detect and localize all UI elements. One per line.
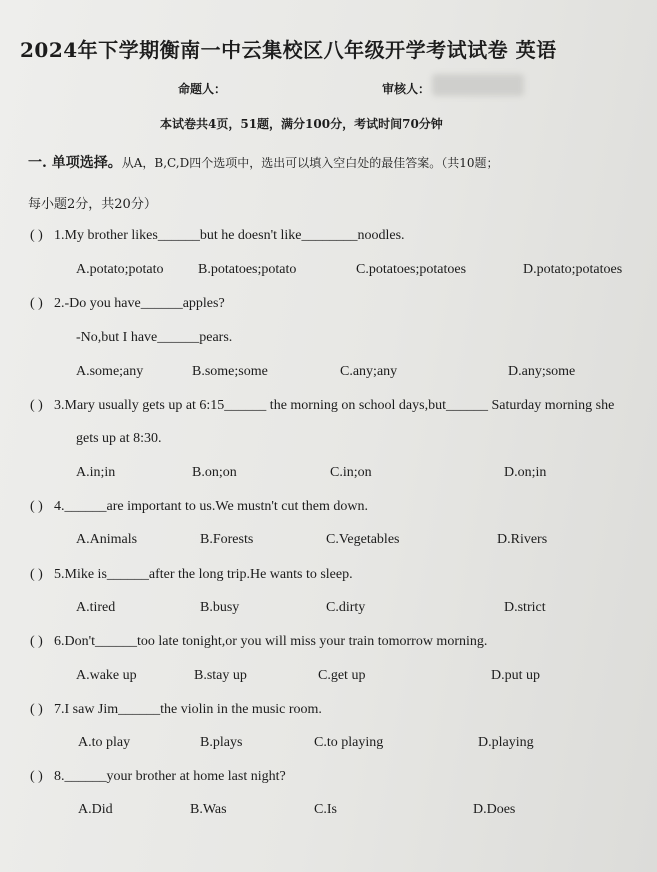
option-c: C.in;on (330, 465, 372, 480)
answer-blank: ( ) (30, 499, 43, 514)
option-d: D.Does (473, 802, 516, 817)
question-text-cont: -No,but I have______pears. (76, 330, 233, 345)
section-instruction-cont: 每小题2分，共20分） (28, 197, 157, 212)
reviewer-label: 审核人： (382, 82, 431, 96)
option-d: D.put up (491, 668, 540, 683)
answer-blank: ( ) (30, 634, 43, 649)
option-c: C.get up (318, 668, 366, 683)
option-d: D.on;in (504, 465, 547, 480)
option-c: C.dirty (326, 600, 366, 615)
option-b: B.some;some (192, 364, 268, 379)
option-b: B.stay up (194, 668, 247, 683)
question-text: 7.I saw Jim______the violin in the music room. (54, 702, 322, 717)
question-text: 1.My brother likes______but he doesn't like________noodles. (54, 228, 405, 243)
exam-info: 本试卷共4页，51题，满分100分，考试时间70分钟 (160, 117, 443, 131)
option-a: A.to play (78, 735, 131, 750)
option-a: A.in;in (76, 465, 116, 480)
question-text: 2.-Do you have______apples? (54, 296, 225, 311)
redacted-name (432, 74, 524, 96)
question-text: 5.Mike is______after the long trip.He wants to sleep. (54, 567, 353, 582)
option-b: B.potatoes;potato (198, 262, 297, 277)
option-a: A.potato;potato (76, 262, 164, 277)
option-c: C.any;any (340, 364, 398, 379)
option-b: B.plays (200, 735, 243, 750)
answer-blank: ( ) (30, 398, 43, 413)
option-a: A.some;any (76, 364, 144, 379)
section-title: 一. 单项选择。 (28, 155, 122, 171)
question-text: 6.Don't______too late tonight,or you will miss your train tomorrow morning. (54, 634, 488, 649)
page-title: 2024年下学期衡南一中云集校区八年级开学考试试卷 英语 (20, 38, 557, 62)
option-c: C.Vegetables (326, 532, 400, 547)
option-d: D.playing (478, 735, 534, 750)
option-c: C.to playing (314, 735, 384, 750)
option-d: D.any;some (508, 364, 576, 379)
answer-blank: ( ) (30, 702, 43, 717)
answer-blank: ( ) (30, 296, 43, 311)
option-a: A.tired (76, 600, 116, 615)
section-instruction: 从A，B,C,D四个选项中，选出可以填入空白处的最佳答案。（共10题； (121, 156, 499, 170)
answer-blank: ( ) (30, 769, 43, 784)
option-c: C.potatoes;potatoes (356, 262, 467, 277)
section-heading (28, 152, 499, 172)
option-d: D.strict (504, 600, 546, 615)
answer-blank: ( ) (30, 228, 43, 243)
option-b: B.Forests (200, 532, 254, 547)
option-a: A.wake up (76, 668, 137, 683)
option-b: B.on;on (192, 465, 237, 480)
option-a: A.Did (78, 802, 113, 817)
question-text: 3.Mary usually gets up at 6:15______ the morning on school days,but______ Saturday morning she (54, 398, 615, 413)
option-b: B.busy (200, 600, 240, 615)
setter-label: 命题人： (178, 82, 227, 96)
option-c: C.Is (314, 802, 337, 817)
question-text: 4.______are important to us.We mustn't cut them down. (54, 499, 369, 514)
option-d: D.potato;potatoes (523, 262, 623, 277)
question-text: 8.______your brother at home last night? (54, 769, 286, 784)
question-text-cont: gets up at 8:30. (76, 431, 162, 446)
option-a: A.Animals (76, 532, 138, 547)
option-b: B.Was (190, 802, 227, 817)
option-d: D.Rivers (497, 532, 548, 547)
answer-blank: ( ) (30, 567, 43, 582)
